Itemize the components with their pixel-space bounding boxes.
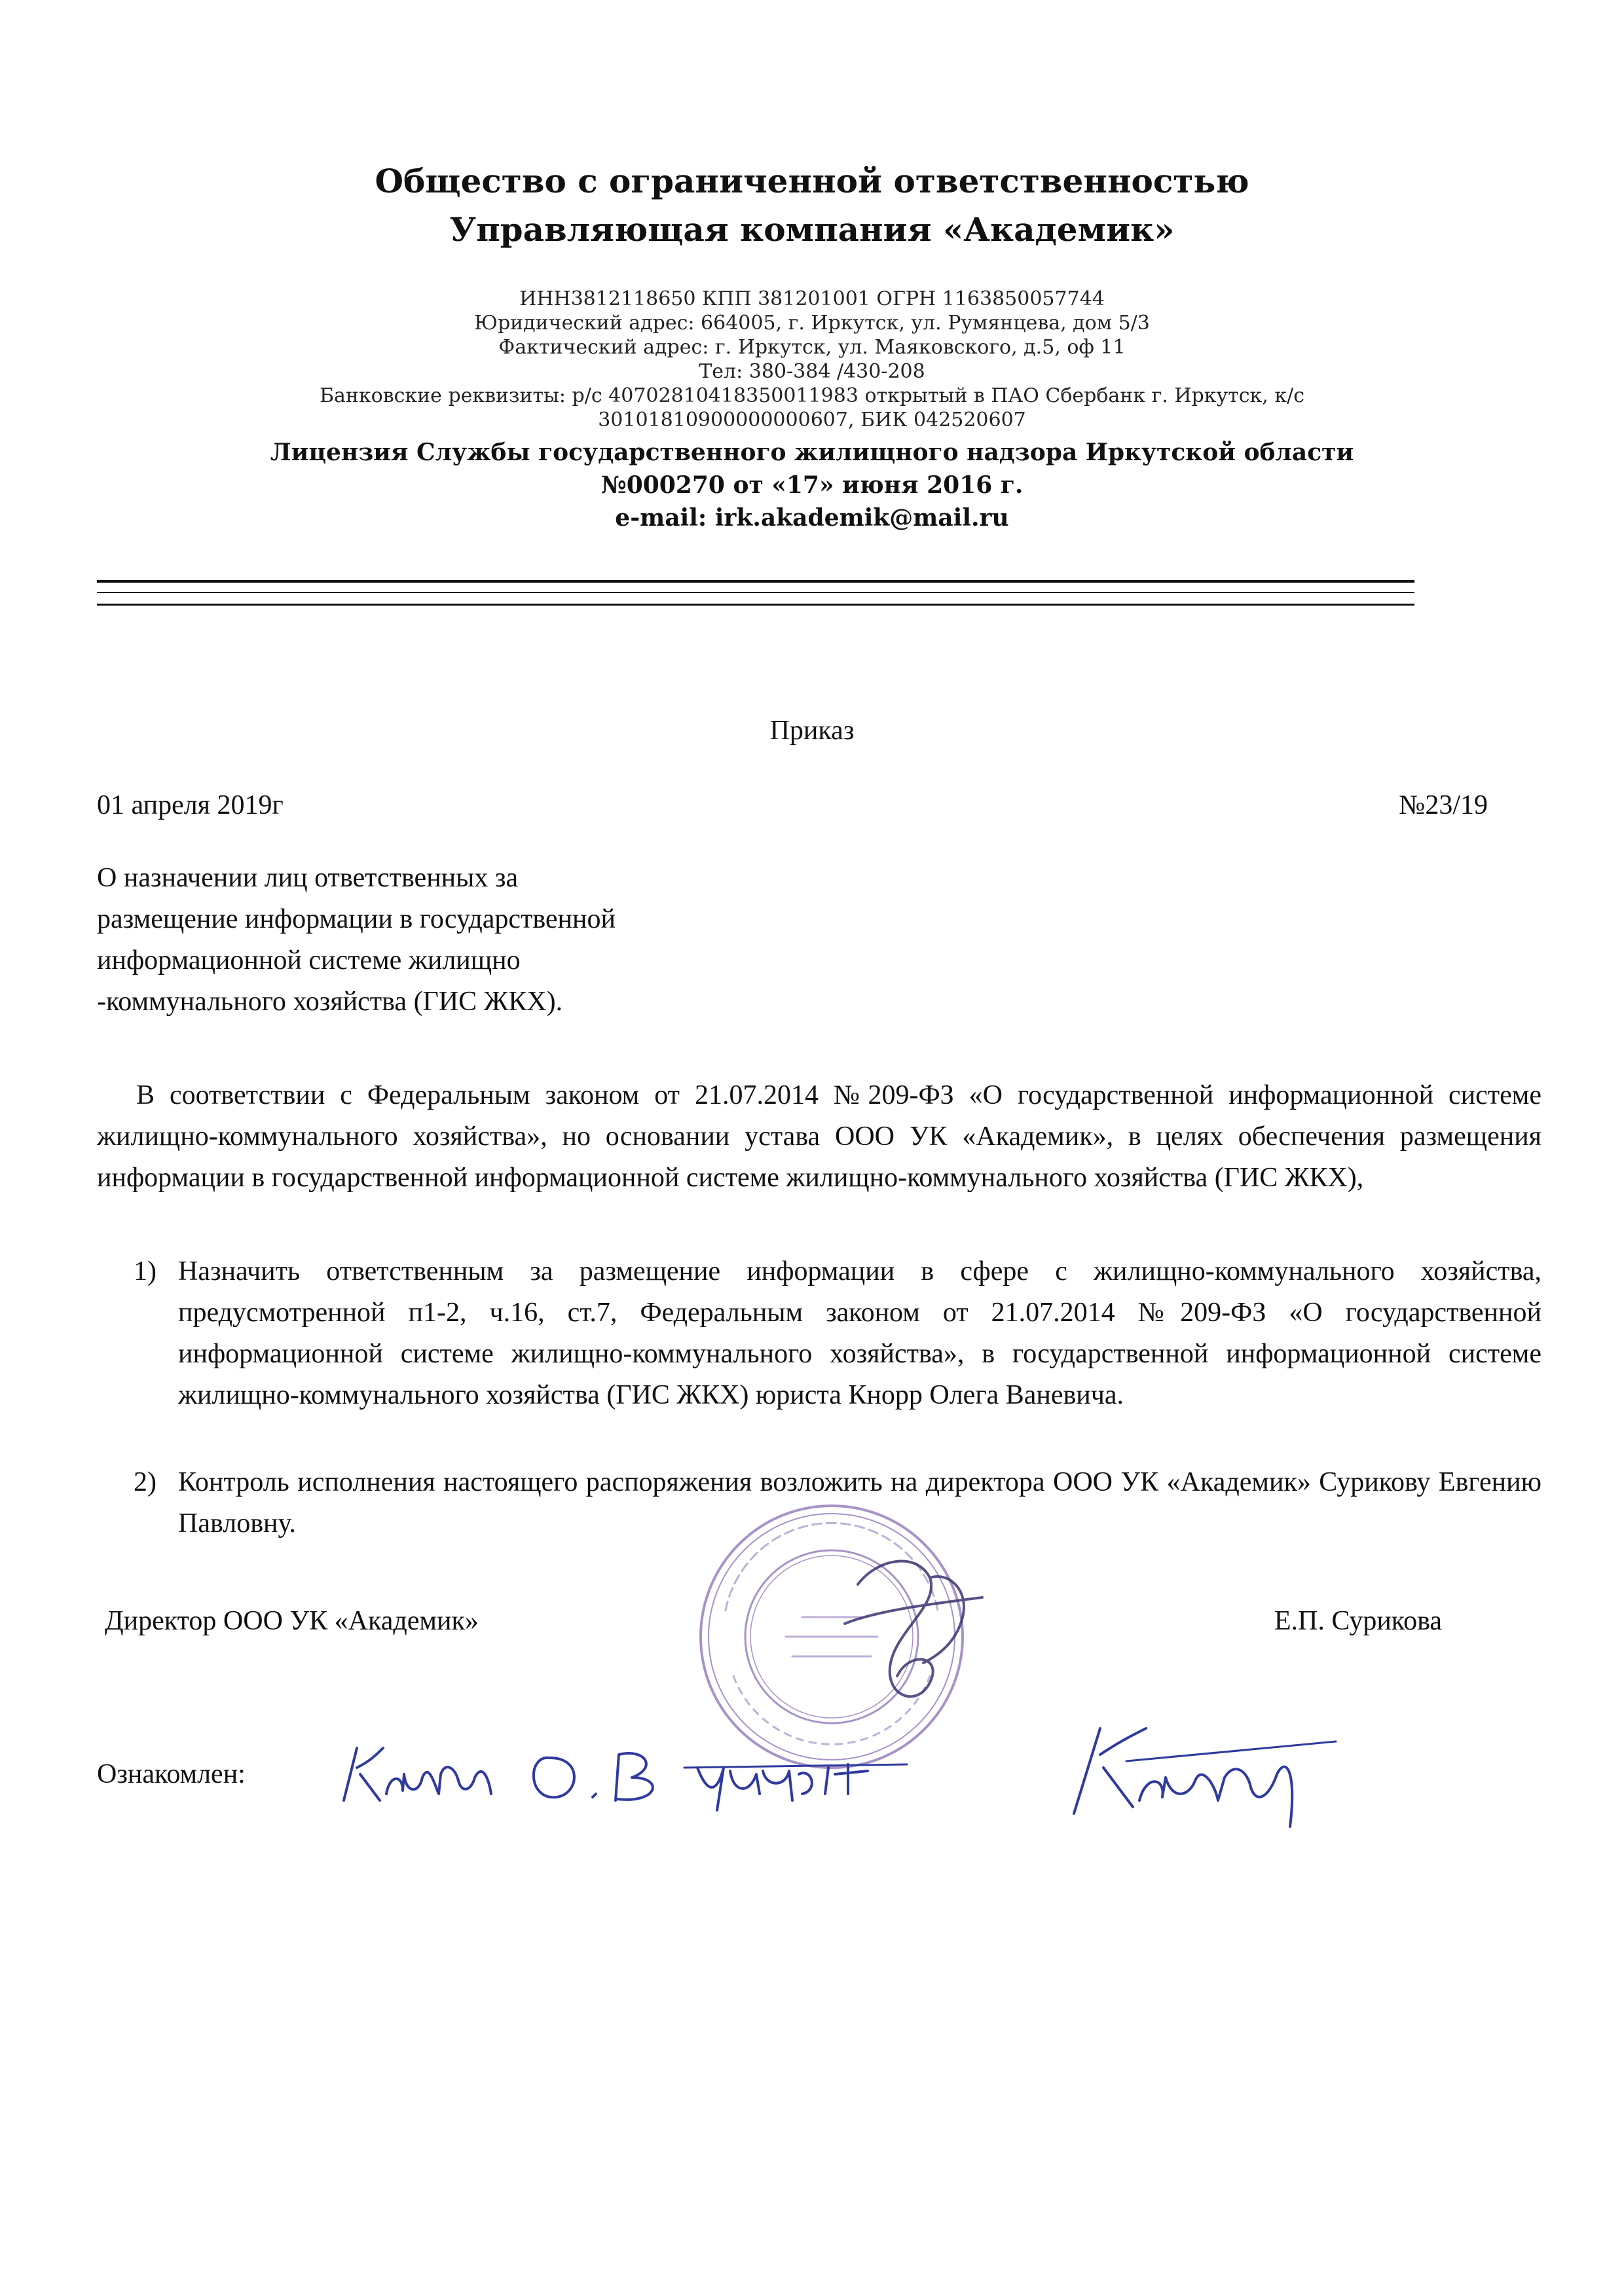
email-line: e-mail: irk.akademik@mail.ru: [615, 504, 1009, 532]
requisites-line: Юридический адрес: 664005, г. Иркутск, ул. Румянцева, дом 5/3: [474, 312, 1150, 335]
subject-line: О назначении лиц ответственных за: [97, 863, 519, 893]
license-block: [0, 436, 1624, 534]
order-item-text: Контроль исполнения настоящего распоряжения возложить на директора ООО УК «Академик» Сурикову Евгению Павловну.: [178, 1467, 1541, 1539]
requisites-line: Тел: 380-384 /430-208: [699, 360, 925, 383]
requisites-line: ИНН3812118650 КПП 381201001 ОГРН 1163850057744: [519, 287, 1105, 310]
order-item-number: 2): [134, 1467, 157, 1497]
order-item-text: Назначить ответственным за размещение информации в сфере с жилищно-коммунального хозяйства, предусмотренной п1-2, ч.16, ст.7, Федеральным законом от 21.07.2014 №209-ФЗ «О государственной информационной системе жилищно-коммунального хозяйства», в государственной информационной системе жилищно-коммунального хозяйства (ГИС ЖКХ) юриста Кнорр Олега Ваневича.: [178, 1256, 1541, 1410]
acknowledgement-signature: [1061, 1715, 1342, 1833]
license-line1: Лицензия Службы государственного жилищного надзора Иркутской области: [270, 439, 1354, 466]
signatory-position: Директор ООО УК «Академик»: [105, 1606, 479, 1636]
requisites-line: Фактический адрес: г. Иркутск, ул. Маяковского, д.5, оф 11: [498, 336, 1126, 359]
document-title: Приказ: [769, 716, 855, 746]
header-divider: [97, 604, 1414, 606]
handwritten-acknowledgement: [331, 1728, 940, 1820]
director-signature: [819, 1532, 1002, 1728]
license-line2: №000270 от «17» июня 2016 г.: [600, 471, 1024, 499]
signatory-name: Е.П. Сурикова: [1274, 1606, 1442, 1636]
acknowledged-label: Ознакомлен:: [97, 1759, 246, 1789]
order-item-number: 1): [134, 1256, 157, 1286]
subject-line: -коммунального хозяйства (ГИС ЖКХ).: [97, 987, 563, 1017]
header-divider: [97, 580, 1414, 583]
order-number: №23/19: [1399, 790, 1488, 820]
order-subject: [97, 858, 804, 1023]
letterhead: [0, 157, 1624, 534]
header-divider: [97, 592, 1414, 593]
requisites-block: [0, 287, 1624, 432]
org-name-line2: Управляющая компания «Академик»: [449, 210, 1175, 249]
org-name-line1: Общество с ограниченной ответственностью: [375, 162, 1249, 200]
requisites-line: 30101810900000000607, БИК 042520607: [598, 409, 1026, 431]
order-preamble: В соответствии с Федеральным законом от 21.07.2014 №209-ФЗ «О государственной информационной системе жилищно-коммунального хозяйства», но основании устава ООО УК «Академик», в целях обеспечения размещения информации в государственной информационной системе жилищно-коммунального хозяйства (ГИС ЖКХ),: [97, 1080, 1541, 1193]
order-date: 01 апреля 2019г: [97, 790, 284, 820]
subject-line: информационной системе жилищно: [97, 945, 521, 975]
requisites-line: Банковские реквизиты: р/с 40702810418350011983 открытый в ПАО Сбербанк г. Иркутск, к/с: [319, 384, 1305, 407]
subject-line: размещение информации в государственной: [97, 904, 616, 934]
